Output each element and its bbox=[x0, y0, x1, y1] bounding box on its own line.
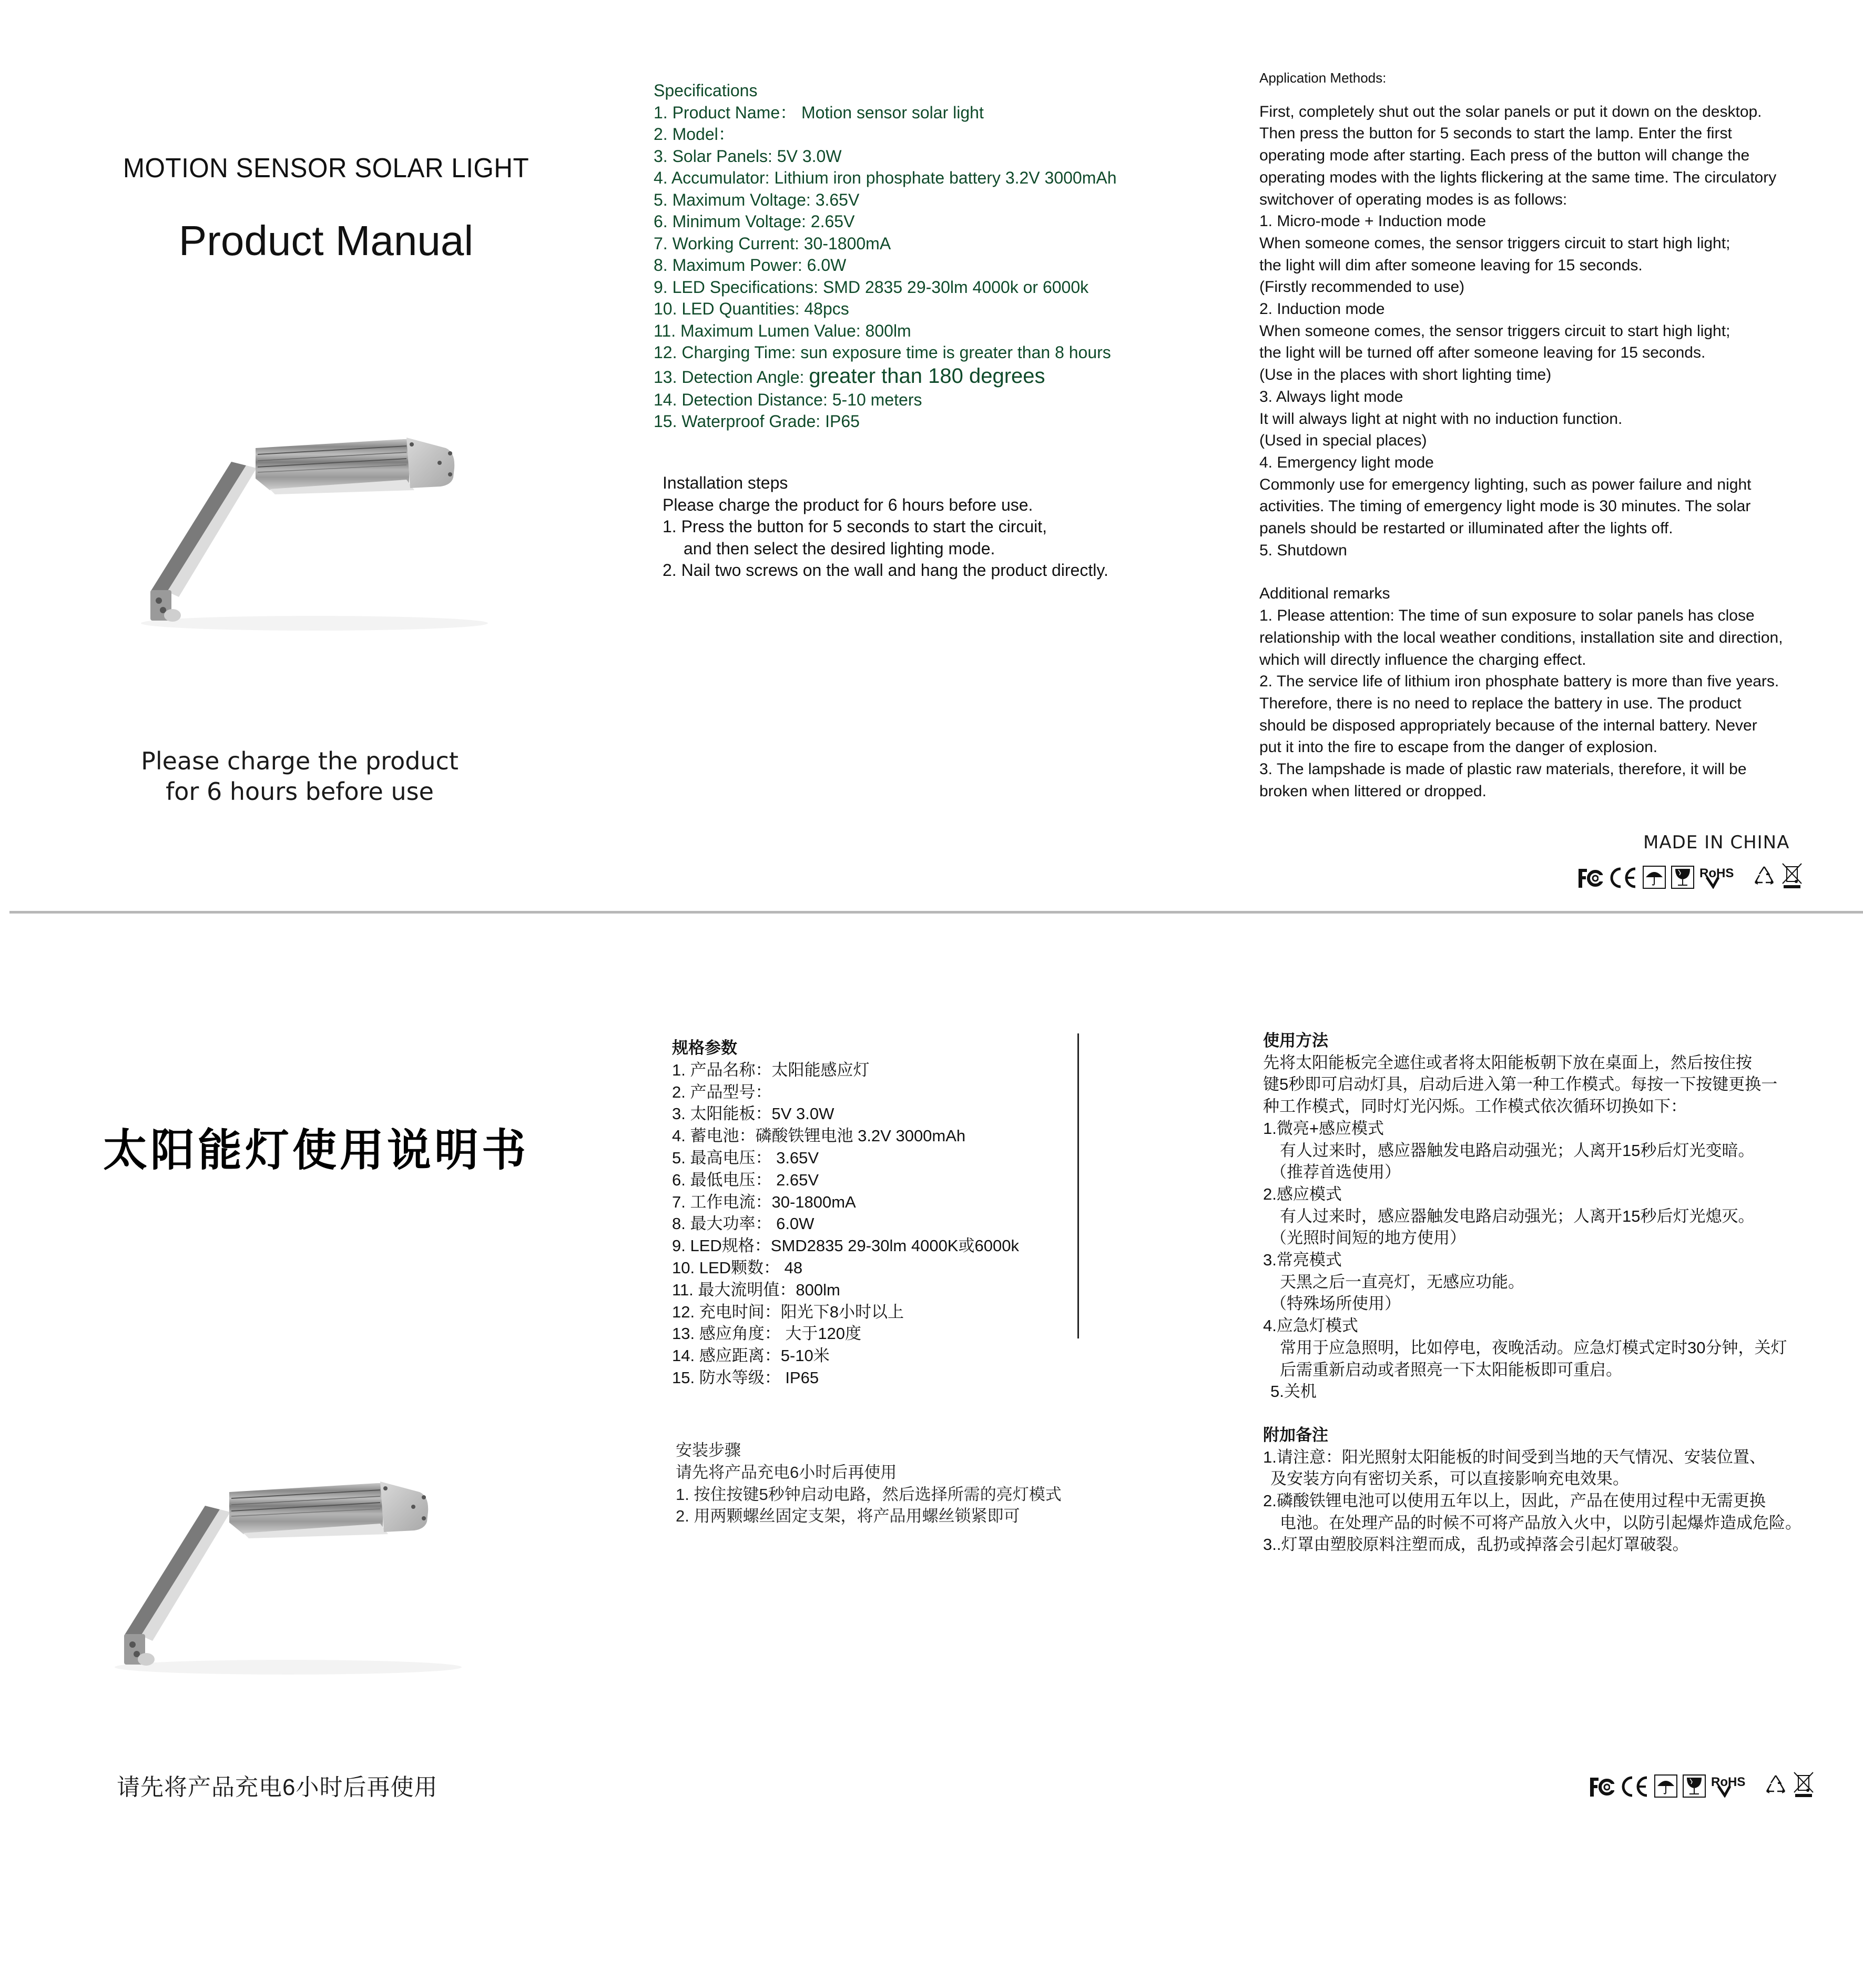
remark-line: relationship with the local weather conditions, installation site and direction, bbox=[1259, 628, 1783, 646]
spec-item: 6. Minimum Voltage: 2.65V bbox=[654, 212, 855, 231]
mode-line: the light will dim after someone leaving for 15 seconds. bbox=[1259, 256, 1643, 274]
specifications-section bbox=[654, 80, 1117, 433]
spec-item: 5. Maximum Voltage: 3.65V bbox=[654, 190, 860, 209]
recycle-icon bbox=[1752, 865, 1776, 889]
cn-remark-line: 及安装方向有密切关系，可以直接影响充电效果。 bbox=[1270, 1469, 1629, 1488]
cn-spec-item: 13. 感应角度： 大于120度 bbox=[672, 1324, 862, 1343]
charge-notice-line2: for 6 hours before use bbox=[166, 777, 434, 806]
mode-title: 5. Shutdown bbox=[1259, 541, 1347, 559]
column-divider bbox=[1077, 1033, 1079, 1338]
cn-spec-item: 8. 最大功率： 6.0W bbox=[672, 1214, 815, 1233]
rohs-icon bbox=[1711, 1774, 1758, 1798]
cn-mode-note: （推荐首选使用） bbox=[1270, 1163, 1401, 1182]
cn-spec-item: 7. 工作电流：30-1800mA bbox=[672, 1192, 856, 1211]
cn-usage-intro-line: 键5秒即可启动灯具，启动后进入第一种工作模式。每按一下按键更换一 bbox=[1263, 1075, 1778, 1094]
mode-line: the light will be turned off after someone leaving for 15 seconds. bbox=[1259, 344, 1706, 362]
cn-mode-desc: 有人过来时，感应器触发电路启动强光；人离开15秒后灯光变暗。 bbox=[1280, 1141, 1755, 1160]
cn-usage-intro-line: 种工作模式，同时灯光闪烁。工作模式依次循环切换如下： bbox=[1263, 1097, 1687, 1116]
spec-item: 1. Product Name： Motion sensor solar light bbox=[654, 103, 984, 122]
installation-heading: Installation steps bbox=[663, 473, 788, 492]
application-methods-section bbox=[1259, 67, 1848, 803]
remark-line: Therefore, there is no need to replace the battery in use. The product bbox=[1259, 694, 1742, 712]
installation-step: 1. Press the button for 5 seconds to start the circuit, bbox=[663, 517, 1047, 536]
cn-mode-title: 2.感应模式 bbox=[1263, 1184, 1342, 1203]
cn-spec-item: 4. 蓄电池：磷酸铁锂电池 3.2V 3000mAh bbox=[672, 1127, 966, 1145]
mode-line: It will always light at night with no induction function. bbox=[1259, 410, 1623, 428]
svg-text:RoHS: RoHS bbox=[1711, 1775, 1746, 1789]
weee-bin-icon bbox=[1781, 863, 1803, 889]
cn-usage-heading: 使用方法 bbox=[1263, 1031, 1328, 1050]
certification-marks bbox=[1577, 863, 1803, 889]
cn-mode-note: （特殊场所使用） bbox=[1270, 1294, 1401, 1313]
cn-mode-title: 4.应急灯模式 bbox=[1263, 1316, 1358, 1335]
ce-mark-icon bbox=[1608, 867, 1637, 889]
cn-spec-item: 11. 最大流明值：800lm bbox=[672, 1280, 840, 1299]
remark-line: 1. Please attention: The time of sun exposure to solar panels has close bbox=[1259, 607, 1755, 625]
mode-line: Commonly use for emergency lighting, such as power failure and night bbox=[1259, 475, 1752, 493]
made-in-china-label: MADE IN CHINA bbox=[1643, 832, 1790, 853]
fragile-glass-icon bbox=[1683, 1774, 1706, 1798]
mode-line: activities. The timing of emergency light mode is 30 minutes. The solar bbox=[1259, 498, 1751, 515]
spec-item-value: greater than 180 degrees bbox=[809, 364, 1045, 388]
fcc-icon bbox=[1589, 1776, 1614, 1798]
spec-item: 3. Solar Panels: 5V 3.0W bbox=[654, 146, 842, 166]
cn-specifications-section bbox=[672, 1037, 1019, 1389]
application-intro-line: Then press the button for 5 seconds to start the lamp. Enter the first bbox=[1259, 125, 1732, 143]
product-image-solar-light bbox=[141, 415, 530, 636]
remark-line: put it into the fire to escape from the danger of explosion. bbox=[1259, 738, 1658, 756]
cn-spec-item: 12. 充电时间：阳光下8小时以上 bbox=[672, 1302, 904, 1321]
cn-installation-step: 2. 用两颗螺丝固定支架，将产品用螺丝锁紧即可 bbox=[676, 1507, 1020, 1526]
fcc-icon bbox=[1577, 867, 1603, 889]
application-methods-heading: Application Methods: bbox=[1259, 70, 1387, 86]
cn-spec-item: 5. 最高电压： 3.65V bbox=[672, 1148, 819, 1167]
mode-line: panels should be restarted or illuminated after the lights off. bbox=[1259, 520, 1673, 537]
cn-spec-item: 6. 最低电压： 2.65V bbox=[672, 1170, 819, 1189]
mode-line: (Used in special places) bbox=[1259, 432, 1427, 450]
charge-notice bbox=[79, 746, 521, 807]
spec-item-detection-angle bbox=[654, 364, 1117, 389]
remark-line: 2. The service life of lithium iron phosphate battery is more than five years. bbox=[1259, 673, 1779, 691]
spec-item: 12. Charging Time: sun exposure time is greater than 8 hours bbox=[654, 343, 1111, 362]
cn-installation-step: 1. 按住按键5秒钟启动电路，然后选择所需的亮灯模式 bbox=[676, 1485, 1062, 1504]
cn-remark-line: 电池。在处理产品的时候不可将产品放入火中，以防引起爆炸造成危险。 bbox=[1280, 1513, 1801, 1532]
cn-mode-desc: 天黑之后一直亮灯，无感应功能。 bbox=[1280, 1272, 1524, 1291]
cn-remarks-heading: 附加备注 bbox=[1263, 1425, 1328, 1444]
charge-notice-line1: Please charge the product bbox=[141, 747, 459, 775]
installation-step-continuation: and then select the desired lighting mode. bbox=[684, 539, 995, 558]
spec-item: 9. LED Specifications: SMD 2835 29-30lm 4000k or 6000k bbox=[654, 277, 1089, 297]
mode-title: 2. Induction mode bbox=[1259, 300, 1385, 318]
spec-item: 8. Maximum Power: 6.0W bbox=[654, 256, 847, 275]
keep-dry-umbrella-icon bbox=[1643, 866, 1666, 889]
cn-mode-desc: 常用于应急照明，比如停电，夜晚活动。应急灯模式定时30分钟，关灯 bbox=[1280, 1338, 1787, 1357]
weee-bin-icon bbox=[1793, 1771, 1814, 1798]
keep-dry-umbrella-icon bbox=[1654, 1774, 1677, 1798]
cn-remark-line: 2.磷酸铁锂电池可以使用五年以上，因此，产品在使用过程中无需更换 bbox=[1263, 1492, 1766, 1510]
mode-line: (Firstly recommended to use) bbox=[1259, 278, 1465, 296]
specifications-heading: Specifications bbox=[654, 81, 758, 100]
remark-line: broken when littered or dropped. bbox=[1259, 782, 1487, 800]
application-intro-line: First, completely shut out the solar panels or put it down on the desktop. bbox=[1259, 103, 1762, 120]
cn-spec-item: 2. 产品型号： bbox=[672, 1082, 772, 1101]
installation-step: 2. Nail two screws on the wall and hang the product directly. bbox=[663, 561, 1108, 580]
spec-item-label: 13. Detection Angle: bbox=[654, 367, 809, 387]
cover-title: Product Manual bbox=[178, 217, 474, 264]
remark-line: which will directly influence the charging effect. bbox=[1259, 651, 1586, 668]
product-image-solar-light-cn bbox=[115, 1459, 504, 1680]
cn-charge-notice: 请先将产品充电6小时后再使用 bbox=[117, 1774, 438, 1800]
remark-line: should be disposed appropriately because of the internal battery. Never bbox=[1259, 716, 1757, 734]
cn-installation-note: 请先将产品充电6小时后再使用 bbox=[676, 1463, 897, 1482]
mode-line: When someone comes, the sensor triggers circuit to start high light; bbox=[1259, 322, 1730, 340]
spec-item: 4. Accumulator: Lithium iron phosphate battery 3.2V 3000mAh bbox=[654, 168, 1117, 187]
page-divider bbox=[9, 911, 1863, 914]
remark-line: 3. The lampshade is made of plastic raw materials, therefore, it will be bbox=[1259, 760, 1747, 778]
cn-remark-line: 3..灯罩由塑胶原料注塑而成，乱扔或掉落会引起灯罩破裂。 bbox=[1263, 1535, 1689, 1554]
ce-mark-icon bbox=[1620, 1776, 1649, 1798]
cn-spec-item: 3. 太阳能板：5V 3.0W bbox=[672, 1104, 834, 1123]
cn-usage-section bbox=[1263, 1030, 1801, 1556]
cn-mode-title: 3.常亮模式 bbox=[1263, 1251, 1342, 1270]
cn-spec-item: 1. 产品名称：太阳能感应灯 bbox=[672, 1060, 870, 1079]
cn-mode-title: 1.微亮+感应模式 bbox=[1263, 1119, 1384, 1138]
cn-specifications-heading: 规格参数 bbox=[672, 1039, 737, 1057]
svg-text:RoHS: RoHS bbox=[1699, 866, 1734, 880]
spec-item: 7. Working Current: 30-1800mA bbox=[654, 234, 891, 253]
mode-line: (Use in the places with short lighting time) bbox=[1259, 366, 1552, 384]
spec-item: 14. Detection Distance: 5-10 meters bbox=[654, 390, 922, 409]
installation-section bbox=[663, 472, 1108, 582]
cn-usage-intro-line: 先将太阳能板完全遮住或者将太阳能板朝下放在桌面上，然后按住按 bbox=[1263, 1053, 1752, 1072]
cover-subtitle: MOTION SENSOR SOLAR LIGHT bbox=[123, 153, 530, 184]
additional-remarks-heading: Additional remarks bbox=[1259, 585, 1390, 603]
cn-certification-marks bbox=[1589, 1771, 1814, 1798]
application-intro-line: switchover of operating modes is as follows: bbox=[1259, 190, 1567, 208]
cn-installation-heading: 安装步骤 bbox=[676, 1441, 741, 1459]
installation-note: Please charge the product for 6 hours before use. bbox=[663, 495, 1033, 514]
mode-title: 4. Emergency light mode bbox=[1259, 453, 1434, 471]
cn-installation-section bbox=[676, 1439, 1062, 1527]
cn-cover-title: 太阳能灯使用说明书 bbox=[103, 1125, 530, 1175]
cn-mode-title: 5.关机 bbox=[1270, 1382, 1317, 1401]
spec-item: 2. Model： bbox=[654, 125, 735, 144]
spec-item: 10. LED Quantities: 48pcs bbox=[654, 299, 849, 318]
cn-spec-item: 15. 防水等级： IP65 bbox=[672, 1368, 819, 1387]
spec-item: 11. Maximum Lumen Value: 800lm bbox=[654, 321, 911, 340]
fragile-glass-icon bbox=[1671, 866, 1694, 889]
mode-title: 3. Always light mode bbox=[1259, 388, 1403, 405]
cn-mode-desc: 后需重新启动或者照亮一下太阳能板即可重启。 bbox=[1280, 1360, 1622, 1379]
cn-spec-item: 10. LED颗数： 48 bbox=[672, 1258, 803, 1277]
cn-mode-desc: 有人过来时，感应器触发电路启动强光；人离开15秒后灯光熄灭。 bbox=[1280, 1206, 1755, 1225]
mode-line: When someone comes, the sensor triggers circuit to start high light; bbox=[1259, 234, 1730, 252]
application-intro-line: operating modes with the lights flickering at the same time. The circulatory bbox=[1259, 168, 1777, 186]
cn-spec-item: 14. 感应距离：5-10米 bbox=[672, 1346, 830, 1365]
recycle-icon bbox=[1764, 1773, 1788, 1798]
application-intro-line: operating mode after starting. Each press of the button will change the bbox=[1259, 147, 1750, 165]
cn-remark-line: 1.请注意：阳光照射太阳能板的时间受到当地的天气情况、安装位置、 bbox=[1263, 1447, 1766, 1466]
cn-spec-item: 9. LED规格：SMD2835 29-30lm 4000K或6000k bbox=[672, 1236, 1019, 1255]
rohs-icon bbox=[1699, 866, 1747, 889]
spec-item: 15. Waterproof Grade: IP65 bbox=[654, 412, 860, 431]
cn-mode-note: （光照时间短的地方使用） bbox=[1270, 1229, 1466, 1247]
mode-title: 1. Micro-mode + Induction mode bbox=[1259, 212, 1487, 230]
